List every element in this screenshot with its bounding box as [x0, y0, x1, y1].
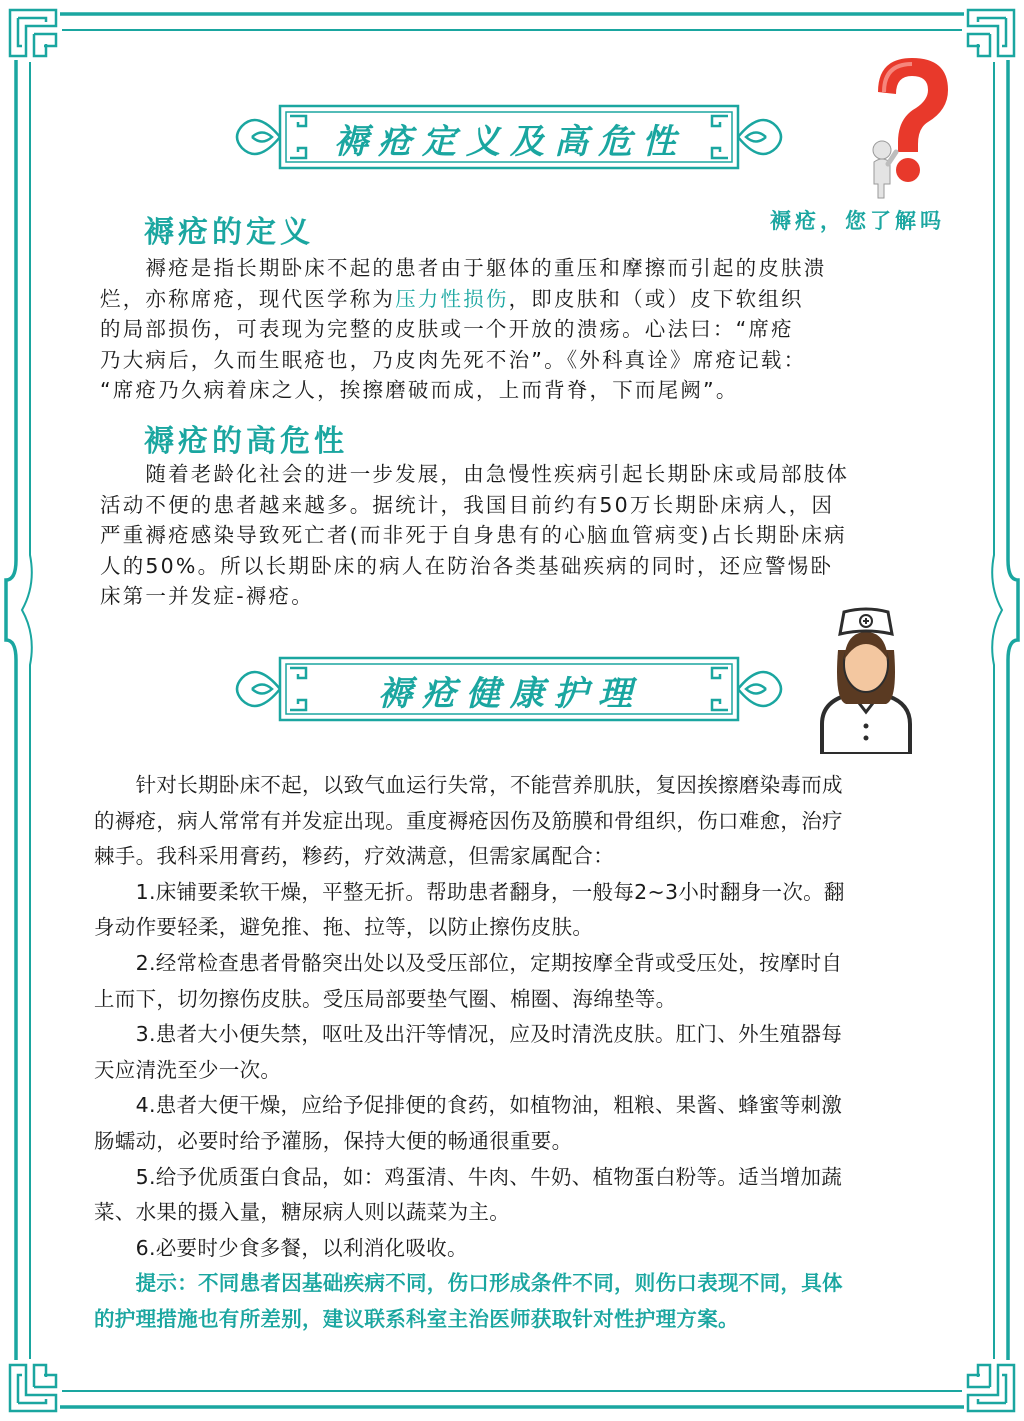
- text-line: 4.患者大便干燥，应给予促排便的食药，如植物油，粗粮、果酱、蜂蜜等刺激: [94, 1093, 843, 1118]
- text-line: “席疮乃久病着床之人，挨擦磨破而成，上而背脊，下而尾阙”。: [100, 378, 739, 402]
- text-line: 上而下，切勿擦伤皮肤。受压局部要垫气圈、棉圈、海绵垫等。: [94, 986, 677, 1011]
- risk-paragraph: [100, 459, 849, 612]
- tip-line: 的护理措施也有所差别，建议联系科室主治医师获取针对性护理方案。: [94, 1306, 739, 1331]
- text-line: 活动不便的患者越来越多。据统计，我国目前约有50万长期卧床病人，因: [100, 492, 835, 517]
- text-line: 严重褥疮感染导致死亡者(而非死于自身患有的心脑血管病变)占长期卧床病: [100, 523, 847, 547]
- banner-title-2: 褥疮健康护理: [378, 674, 642, 714]
- text-line: 菜、水果的摄入量，糖尿病人则以蔬菜为主。: [94, 1200, 510, 1225]
- definition-heading: 褥疮的定义: [144, 215, 314, 250]
- text-line: 的褥疮，病人常常有并发症出现。重度褥疮因伤及筋膜和骨组织，伤口难愈，治疗: [94, 808, 843, 833]
- text-line: 的局部损伤，可表现为完整的皮肤或一个开放的溃疡。心法曰：“席疮: [100, 317, 794, 341]
- text-line: 2.经常检查患者骨骼突出处以及受压部位，定期按摩全背或受压处，按摩时自: [94, 950, 843, 975]
- text-line: 针对长期卧床不起，以致气血运行失常，不能营养肌肤，复因挨擦磨染毒而成: [94, 773, 843, 797]
- text-line: 1.床铺要柔软干燥，平整无折。帮助患者翻身，一般每2~3小时翻身一次。翻: [94, 879, 845, 904]
- tip-line: 提示：不同患者因基础疾病不同，伤口形成条件不同，则伤口表现不同，具体: [94, 1271, 843, 1296]
- text-line: 随着老龄化社会的进一步发展，由急慢性疾病引起长期卧床或局部肢体: [100, 462, 850, 486]
- nurse-avatar-icon: [816, 604, 916, 754]
- text-line: 天应清洗至少一次。: [94, 1057, 282, 1082]
- text-line: 3.患者大小便失禁，呕吐及出汗等情况，应及时清洗皮肤。肛门、外生殖器每: [94, 1022, 843, 1047]
- text-line: 烂，亦称席疮，现代医学称为压力性损伤，即皮肤和（或）皮下软组织: [100, 286, 804, 311]
- text-line: 5.给予优质蛋白食品，如：鸡蛋清、牛肉、牛奶、植物蛋白粉等。适当增加蔬: [94, 1164, 843, 1189]
- text-line: 身动作要轻柔，避免推、拖、拉等，以防止擦伤皮肤。: [94, 915, 594, 940]
- question-caption: 褥疮，您了解吗: [770, 209, 945, 233]
- text-line: 6.必要时少食多餐，以利消化吸收。: [94, 1235, 468, 1260]
- risk-heading: 褥疮的高危性: [144, 424, 348, 459]
- highlight-term: 压力性损伤: [395, 286, 509, 311]
- care-paragraph: [94, 768, 845, 1338]
- definition-paragraph: [100, 253, 826, 406]
- text-line: 肠蠕动，必要时给予灌肠，保持大便的畅通很重要。: [94, 1128, 573, 1153]
- text-line: 棘手。我科采用膏药，糁药，疗效满意，但需家属配合：: [94, 844, 614, 869]
- text-line: 褥疮是指长期卧床不起的患者由于躯体的重压和摩擦而引起的皮肤溃: [100, 256, 827, 280]
- text-line: 人的50%。所以长期卧床的病人在防治各类基础疾病的同时，还应警惕卧: [100, 553, 834, 578]
- text-line: 乃大病后，久而生眠疮也，乃皮肉先死不治”。《外科真诠》席疮记载：: [100, 347, 807, 372]
- question-mark-thinker-icon: [860, 52, 960, 200]
- text-line: 床第一并发症-褥疮。: [100, 584, 314, 608]
- banner-title-1: 褥疮定义及高危性: [334, 122, 686, 162]
